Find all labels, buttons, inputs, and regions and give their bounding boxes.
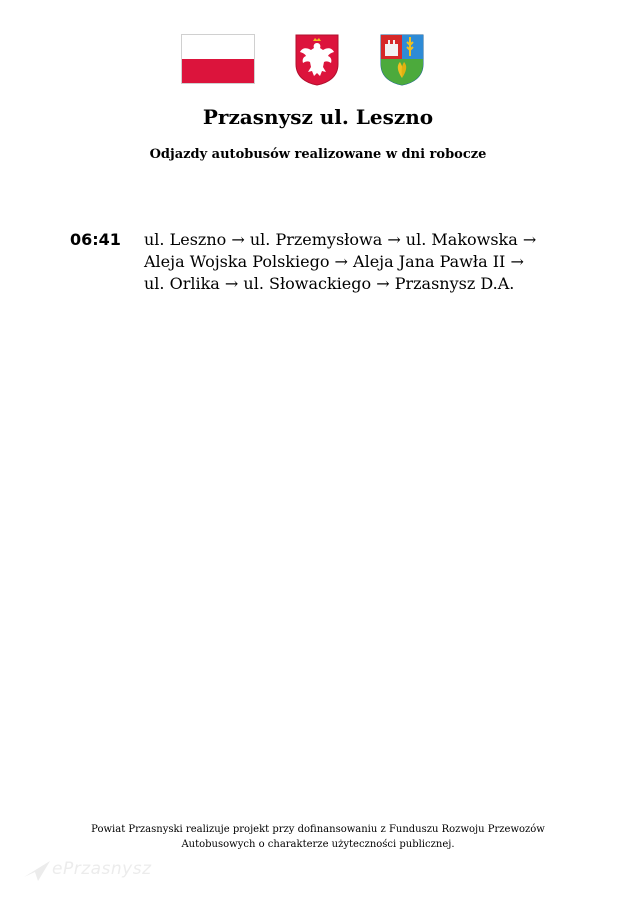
route-line: ul. Orlika → ul. Słowackiego → Przasnysz D.A. bbox=[144, 274, 515, 293]
departure-time: 06:41 bbox=[70, 230, 121, 249]
watermark-logo-icon bbox=[22, 857, 52, 883]
footer-line: Powiat Przasnyski realizuje projekt przy dofinansowaniu z Funduszu Rozwoju Przewozów bbox=[91, 824, 545, 835]
footer-line: Autobusowych o charakterze użyteczności publicznej. bbox=[181, 839, 455, 850]
emblems-row bbox=[0, 34, 636, 86]
polish-eagle-coat-of-arms-icon bbox=[294, 34, 340, 86]
page-title: Przasnysz ul. Leszno bbox=[202, 105, 434, 129]
departure-route bbox=[144, 229, 584, 295]
poland-flag-icon bbox=[181, 34, 255, 84]
footer-note bbox=[0, 822, 636, 852]
watermark-text: ePrzasnysz bbox=[52, 859, 152, 879]
route-line: ul. Leszno → ul. Przemysłowa → ul. Makowska → bbox=[144, 230, 537, 249]
route-line: Aleja Wojska Polskiego → Aleja Jana Pawła II → bbox=[144, 252, 524, 271]
watermark bbox=[22, 855, 162, 885]
county-coat-of-arms-icon bbox=[380, 34, 424, 86]
page-subtitle: Odjazdy autobusów realizowane w dni robocze bbox=[149, 147, 487, 162]
